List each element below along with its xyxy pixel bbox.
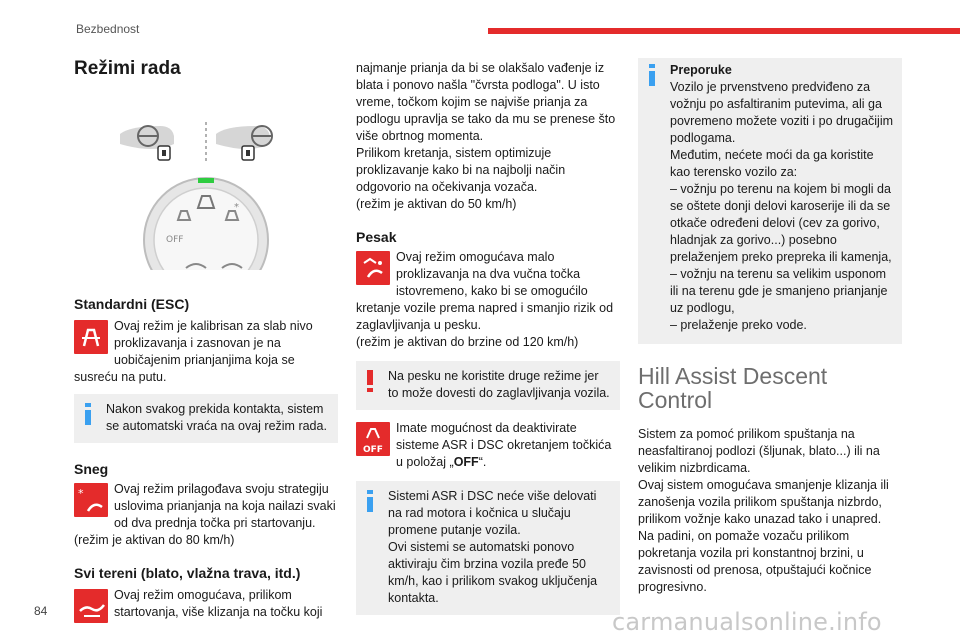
sand-warning-box	[356, 361, 620, 410]
sand-mode-note: (režim je aktivan do brzine od 120 km/h)	[356, 335, 579, 349]
recommendations-bullet-3: – prelaženje preko vode.	[670, 318, 807, 332]
mode-selector-illustration	[74, 80, 338, 270]
steering-wheel-left-icon	[120, 126, 174, 160]
snow-mode-note: (režim je aktivan do 80 km/h)	[74, 533, 235, 547]
standard-mode-icon	[74, 320, 108, 354]
recommendations-text-2: Međutim, nećete moći da ga koristite kao terensko vozilo za:	[670, 148, 874, 179]
recommendations-title: Preporuke	[670, 63, 732, 77]
standard-mode-note-box	[74, 394, 338, 443]
dial-off-label: OFF	[166, 235, 184, 245]
standard-mode-heading: Standardni (ESC)	[74, 296, 190, 312]
snow-mode-icon	[74, 483, 108, 517]
off-info-text: Sistemi ASR i DSC neće više delovati na rad motora i kočnica u slučaju promene putanje vozila.	[388, 489, 597, 537]
column-1	[74, 48, 338, 623]
svg-text:*: *	[78, 487, 84, 500]
recommendations-bullet-2: – vožnju na terenu sa velikim usponom ili na terenu gde je smanjeno prianjanje uz podlogu,	[670, 267, 888, 315]
hill-descent-text-3: Na padini, on pomaže vozaču prilikom pokretanja vozila pri konstantnoj brzini, u zavisnosti od prenosa, otpuštajući kočnice progresivno.	[638, 529, 872, 594]
standard-mode-text: Ovaj režim je kalibrisan za slab nivo proklizavanja i zasnovan je na uobičajenim prianjanjima koja se susreću na putu.	[74, 319, 313, 384]
off-mode-icon	[356, 422, 390, 456]
off-text-bold: OFF	[453, 455, 479, 469]
traction-dial-icon	[144, 178, 268, 270]
recommendations-bullet-1: – vožnju po terenu na kojem bi mogli da se oštete donji delovi karoserije ili da se otkače određeni delovi (cev za gorivo, hladnjak za gorivo...) posebno prelaženjem preko prepreka ili kamenja,	[670, 182, 892, 264]
snow-mode-heading: Sneg	[74, 461, 109, 477]
page-number: 84	[34, 604, 48, 618]
allterrain-continued-text-2: Prilikom kretanja, sistem optimizuje proklizavanje kako bi na najbolji način odgovorio na očekivanja vozača.	[356, 146, 566, 194]
header-accent-bar	[488, 28, 960, 34]
page-title: Režimi rada	[74, 58, 181, 79]
allterrain-note: (režim je aktivan do 50 km/h)	[356, 197, 517, 211]
sand-mode-text: Ovaj režim omogućava malo proklizavanja na dva vučna točka istovremeno, kako bi se omogućilo kretanje vozile prema napred i smanjio rizik od zaglavljivanja u pesku.	[356, 250, 614, 332]
allterrain-mode-icon	[74, 589, 108, 623]
hill-descent-text-1: Sistem za pomoć prilikom spuštanja na neasfaltiranoj podlozi (šljunak, blato...) ili na velikim nizbrdicama.	[638, 427, 880, 475]
info-icon	[85, 403, 91, 425]
allterrain-mode-text: Ovaj režim omogućava, prilikom startovanja, više klizanja na točku koji	[114, 588, 323, 619]
watermark: carmanualsonline.info	[612, 608, 882, 636]
allterrain-continued-text: najmanje prianja da bi se olakšalo vađenje iz blata i ponovo našla "čvrsta podloga". U isto vreme, točkom kojim se najviše prianja za podlogu upravlja se tako da mu se prenese što više obrtnog momenta.	[356, 61, 616, 143]
hill-descent-heading: Hill Assist Descent Control	[638, 363, 828, 413]
recommendations-box	[638, 58, 902, 344]
sand-mode-heading: Pesak	[356, 229, 397, 245]
allterrain-mode-heading: Svi tereni (blato, vlažna trava, itd.)	[74, 565, 301, 581]
info-icon	[649, 64, 655, 86]
steering-wheel-right-icon	[216, 126, 272, 160]
off-text-pre: Imate mogućnost da deaktivirate sisteme ASR i DSC okretanjem točkića u položaj „	[396, 421, 612, 469]
standard-mode-note: Nakon svakog prekida kontakta, sistem se automatski vraća na ovaj režim rada.	[106, 402, 327, 433]
sand-mode-icon	[356, 251, 390, 285]
recommendations-text-1: Vozilo je prvenstveno predviđeno za vožnju po asfaltiranim putevima, ali ga povremeno možete voziti i po drugačijim podlogama.	[670, 80, 894, 145]
sand-warning-text: Na pesku ne koristite druge režime jer to može dovesti do zaglavljivanja vozila.	[388, 369, 610, 400]
hill-descent-text-2: Ovaj sistem omogućava smanjenje klizanja ili zanošenja vozila prilikom spuštanja nizbrdo, prilikom vožnje kako unazad tako i unapred.	[638, 478, 889, 526]
off-icon-label: OFF	[363, 445, 383, 455]
warning-icon	[367, 370, 373, 392]
column-3	[638, 58, 902, 596]
info-icon	[367, 490, 373, 512]
off-mode-text	[356, 420, 620, 471]
off-info-box	[356, 481, 620, 615]
off-info-text-2: Ovi sistemi se automatski ponovo aktiviraju čim brzina vozila pređe 50 km/h, kao i prilikom svakog uključenja kontakta.	[388, 540, 598, 605]
column-2	[356, 60, 620, 615]
section-label: Bezbednost	[76, 22, 140, 36]
off-text-post: “.	[478, 455, 487, 469]
svg-text:*: *	[234, 202, 239, 213]
snow-mode-text: Ovaj režim prilagođava svoju strategiju uslovima prianjanja na koja nailazi svaki od dva prednja točka pri startovanju.	[114, 482, 336, 530]
dial-illustration-svg	[74, 80, 338, 270]
